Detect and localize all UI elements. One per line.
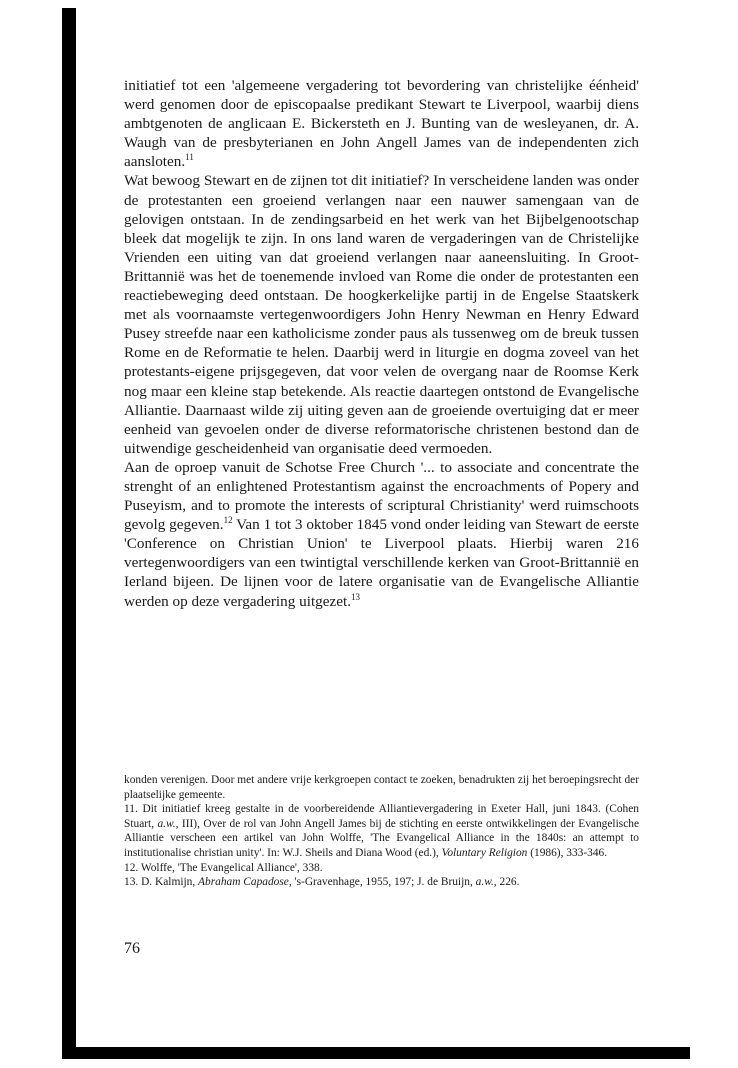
footnote-continuation: konden verenigen. Door met andere vrije kerkgroepen contact te zoeken, benadrukten zij het beroepingsrecht der plaatselijke gemeente. [124,774,639,801]
paragraph-1: initiatief tot een 'algemeene vergadering tot bevordering van christelijke éénheid' werd genomen door de episcopaalse predikant Stewart te Liverpool, waarbij diens ambtgenoten de anglicaan E. Bickersteth en J. Bunting van de wesleyanen, dr. A. Waugh van de presbyterianen en John Angell James van de independenten zich aansloten.$^{11}$ [124,77,639,171]
footnote-11: 11. Dit initiatief kreeg gestalte in de voorbereidende Alliantievergadering in Exeter Hall, juni 1843. (Cohen Stuart, a.w., III), Over de rol van John Angell James bij de stichting en eerste ontwikkelingen der Evangelische Alliantie verscheen een artikel van John Wolffe, 'The Evangelical Alliance in the 1840s: an attempt to institutionalise christian unity'. In: W.J. Sheils and Diana Wood (ed.), Voluntary Religion (1986), 333-346. [124,803,639,859]
page-number: 76 [124,940,140,957]
paragraph-3: Aan de oproep vanuit de Schotse Free Church '... to associate and concentrate the strenght of an enlightened Protestantism against the encroachments of Popery and Puseyism, and to promote the interests of scriptural Christianity' werd ruimschoots gevolg gegeven.$^{12}$ Van 1 tot 3 oktober 1845 vond onder leiding van Stewart de eerste 'Conference on Christian Union' te Liverpool plaats. Hierbij waren 216 vertegenwoordigers van een twintigtal verschillende kerken van Groot-Brittannië en Ierland bijeen. De lijnen voor de latere organisatie van de Evangelische Alliantie werden op deze vergadering uitgezet.$^{13}$ [124,458,639,610]
footnote-ref-11: 11 [185,152,194,163]
body-text [124,76,639,611]
footnote-12: 12. Wolffe, 'The Evangelical Alliance', 338. [124,861,323,874]
footnotes [124,773,639,890]
footnote-13: 13. D. Kalmijn, Abraham Capadose, 's-Gravenhage, 1955, 197; J. de Bruijn, a.w., 226. [124,876,520,889]
paragraph-2: Wat bewoog Stewart en de zijnen tot dit initiatief? In verscheidene landen was onder de protestanten een groeiend verlangen naar een nauwer samengaan van de gelovigen ontstaan. In de zendingsarbeid en het werk van het Bijbelgenootschap bleek dat mogelijk te zijn. In ons land waren de vergaderingen van de Christelijke Vrienden een uiting van dat groeiend verlangen naar aaneensluiting. In Groot-Brittannië was het de toenemende invloed van Rome die onder de protestanten een reactiebeweging deed ontstaan. De hoogkerkelijke partij in de Engelse Staatskerk met als voornaamste vertegenwoordigers John Henry Newman en Henry Edward Pusey streefde naar een katholicisme zonder paus als tussenweg om de breuk tussen Rome en de Reformatie te helen. Daarbij werd in liturgie en dogma zoveel van het protestants-eigene prijsgegeven, dat voor velen de overgang naar de Roomse Kerk nog maar een kleine stap betekende. Als reactie daartegen ontstond de Evangelische Alliantie. Daarnaast wilde zij uiting geven aan de groeiende overtuiging dat er meer eenheid van gevoelen onder de diverse reformatorische christenen bestond dan de uitwendige gescheidenheid van organisatie deed vermoeden. [124,172,639,457]
scan-edge-bottom [62,1047,690,1059]
footnote-ref-13: 13 [351,591,361,602]
scan-edge-left [62,8,76,1058]
footnote-ref-12: 12 [223,515,233,526]
